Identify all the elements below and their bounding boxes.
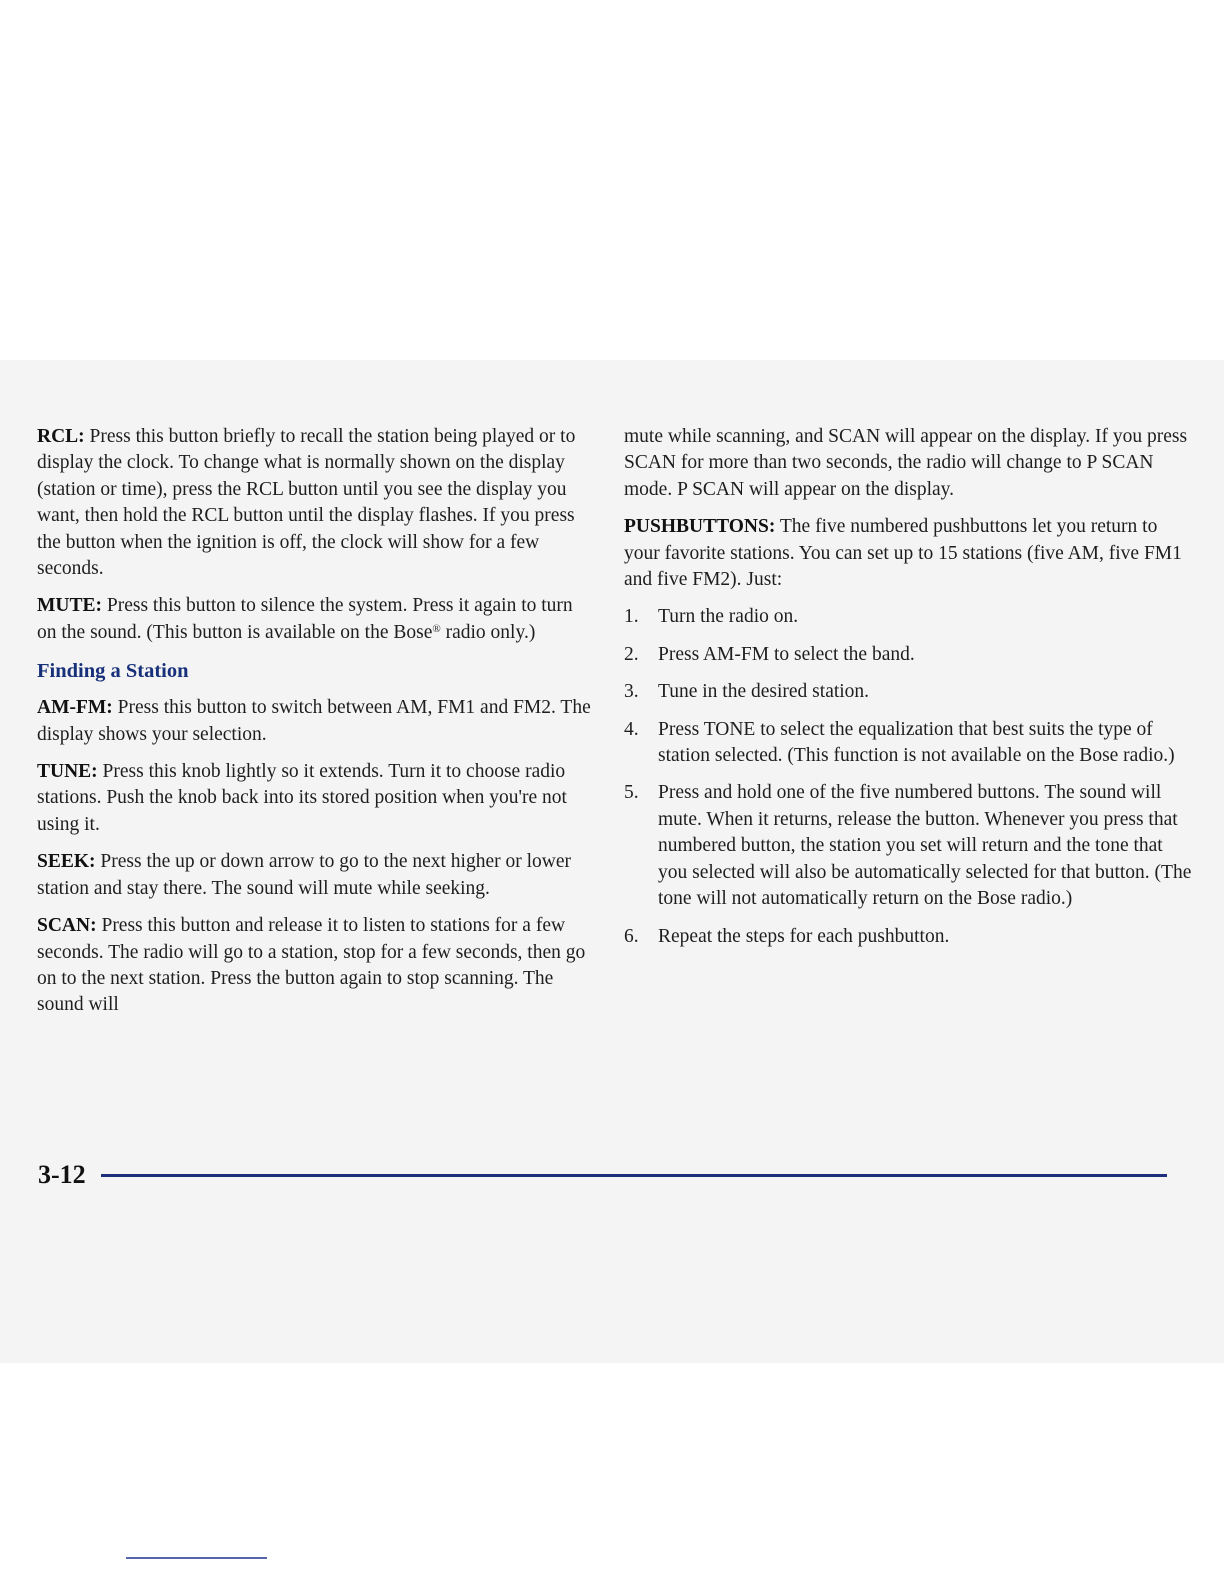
- rcl-label: RCL:: [37, 426, 85, 447]
- bottom-rule: [126, 1557, 267, 1559]
- step-number: 4.: [624, 718, 639, 740]
- pushbuttons-label: PUSHBUTTONS:: [624, 516, 776, 538]
- pushbuttons-text: The five numbered pushbuttons let you return to your favorite stations. You can set up to 15 stations (five AM, five FM1 and five FM2). Just:: [624, 516, 1182, 591]
- am-fm-paragraph: [37, 695, 597, 748]
- step-number: 5.: [624, 782, 639, 804]
- seek-paragraph: [37, 849, 597, 902]
- registered-mark: ®: [432, 622, 441, 635]
- page-number: 3-12: [38, 1160, 86, 1189]
- am-fm-text: Press this button to switch between AM, FM1 and FM2. The display shows your selection.: [37, 697, 591, 745]
- step-text: Press and hold one of the five numbered buttons. The sound will mute. When it returns, release the button. Whenever you press that numbered button, the station you set will return and the tone that you selected will also be automatically selected for that button. (The tone will not automatically return on the Bose radio.): [658, 782, 1192, 910]
- section-heading: Finding a Station: [37, 660, 189, 683]
- left-column: [37, 424, 597, 1030]
- step-number: 3.: [624, 681, 639, 703]
- step-text: Tune in the desired station.: [658, 681, 870, 703]
- steps-list: [624, 604, 1194, 949]
- mute-paragraph: [37, 593, 597, 646]
- mute-text: Press this button to silence the system. Press it again to turn on the sound. (This button is available on the Bose: [37, 595, 573, 643]
- mute-text-end: radio only.): [440, 621, 536, 643]
- step-item: [624, 924, 1194, 950]
- seek-label: SEEK:: [37, 851, 96, 873]
- am-fm-label: AM-FM:: [37, 697, 113, 719]
- rcl-text: Press this button briefly to recall the station being played or to display the clock. To change what is normally shown on the display (station or time), press the RCL button until you see the display you want, then hold the RCL button until the display flashes. If you press the button when the ignition is off, the clock will show for a few seconds.: [37, 426, 576, 580]
- pushbuttons-paragraph: [624, 514, 1194, 593]
- step-text: Turn the radio on.: [658, 606, 799, 628]
- step-item: [624, 717, 1194, 770]
- tune-text: Press this knob lightly so it extends. Turn it to choose radio stations. Push the knob back into its stored position when you're not using it.: [37, 761, 567, 835]
- rcl-paragraph: [37, 424, 597, 582]
- step-text: Press AM-FM to select the band.: [658, 643, 915, 665]
- step-item: [624, 679, 1194, 705]
- step-item: [624, 780, 1194, 912]
- step-number: 1.: [624, 606, 639, 628]
- step-number: 2.: [624, 643, 639, 665]
- step-text: Press TONE to select the equalization that best suits the type of station selected. (This function is not available on the Bose radio.): [658, 718, 1175, 767]
- scan-label: SCAN:: [37, 915, 97, 937]
- right-column: [624, 424, 1194, 961]
- scan-text: Press this button and release it to listen to stations for a few seconds. The radio will go to a station, stop for a few seconds, then go on to the next station. Press the button again to stop scanning. The sound will: [37, 915, 586, 1016]
- tune-paragraph: [37, 759, 597, 838]
- step-item: [624, 642, 1194, 668]
- step-number: 6.: [624, 925, 639, 947]
- scan-continued-paragraph: mute while scanning, and SCAN will appear on the display. If you press SCAN for more than two seconds, the radio will change to P SCAN mode. P SCAN will appear on the display.: [624, 426, 1188, 500]
- tune-label: TUNE:: [37, 761, 98, 783]
- step-item: [624, 604, 1194, 630]
- step-text: Repeat the steps for each pushbutton.: [658, 925, 950, 947]
- seek-text: Press the up or down arrow to go to the next higher or lower station and stay there. The sound will mute while seeking.: [37, 851, 572, 899]
- footer-rule: [101, 1174, 1167, 1177]
- mute-label: MUTE:: [37, 595, 102, 617]
- scan-paragraph: [37, 913, 597, 1019]
